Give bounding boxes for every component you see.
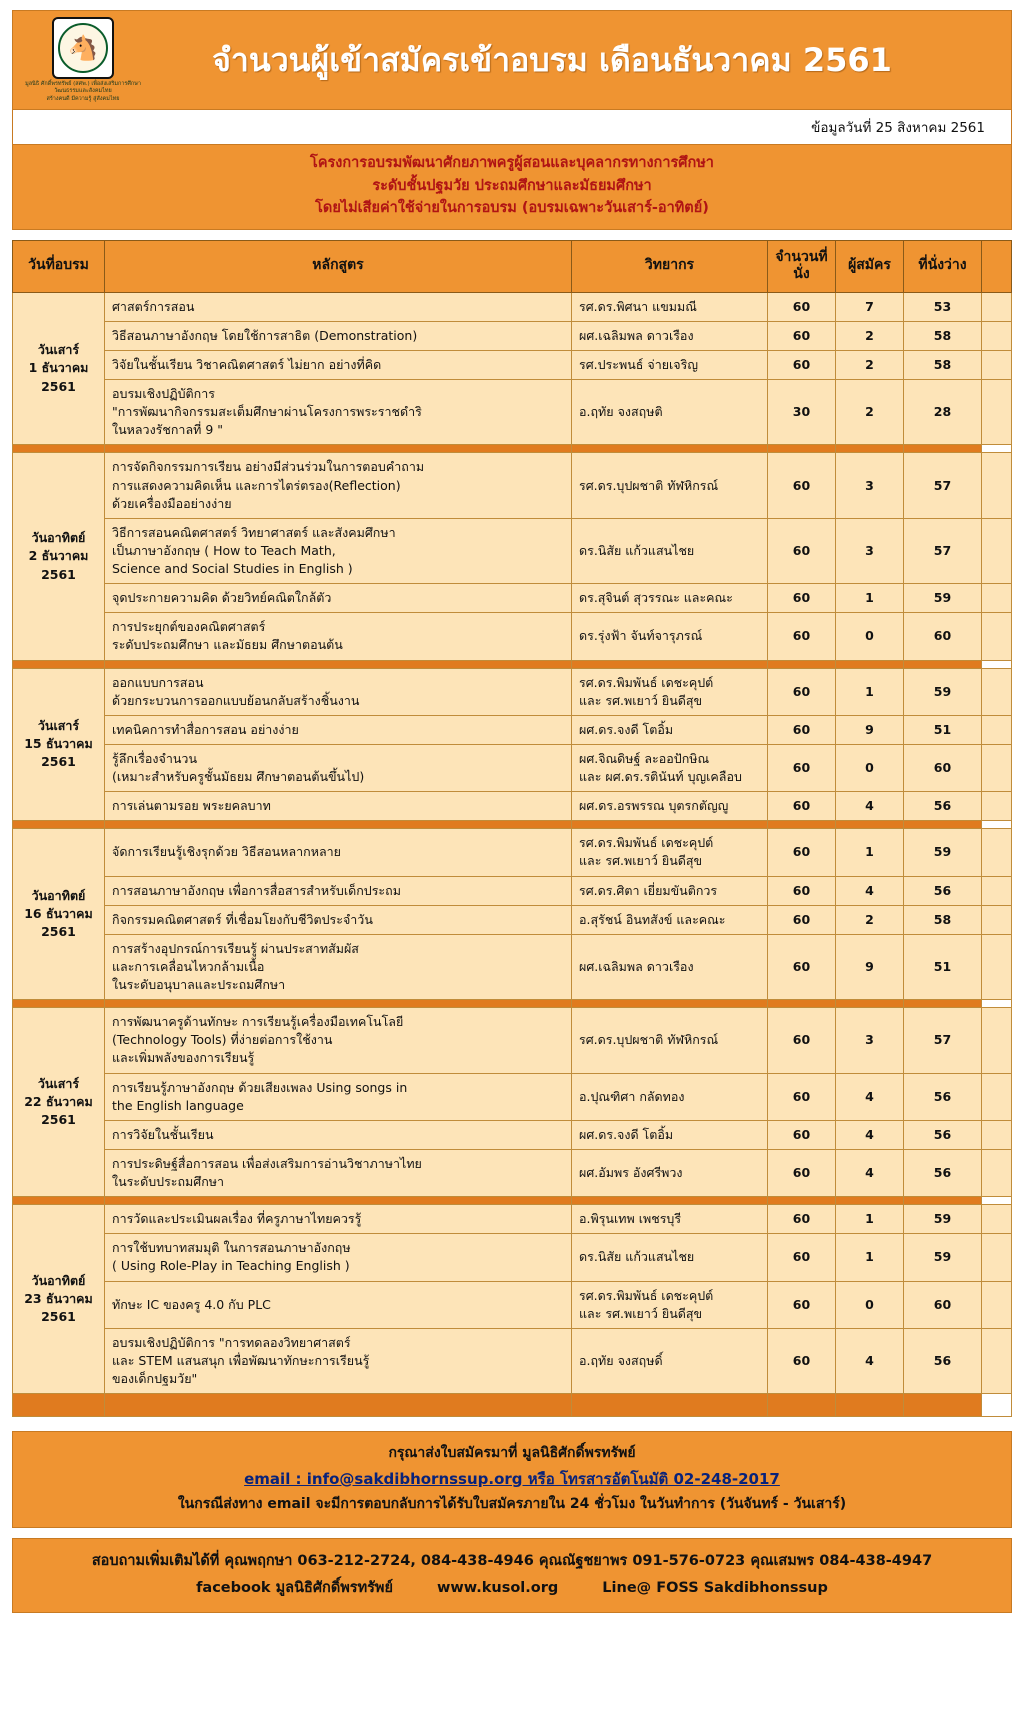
seats-cell: 60: [768, 453, 836, 518]
table-row: [13, 876, 1012, 905]
submission-line-3: ในกรณีส่งทาง email จะมีการตอบกลับการได้รับใบสมัครภายใน 24 ชั่วโมง ในวันทำการ (วันจันทร์ - วันเสาร์): [177, 1495, 847, 1512]
seats-cell: 60: [768, 1281, 836, 1328]
registered-cell: 3: [836, 518, 904, 583]
course-cell: เทคนิคการทำสื่อการสอน อย่างง่าย: [105, 715, 572, 744]
speaker-cell: อ.สุรัชน์ อินทสังข์ และคณะ: [572, 905, 768, 934]
course-cell: การจัดกิจกรรมการเรียน อย่างมีส่วนร่วมในการตอบคำถาม การแสดงความคิดเห็น และการไตร่ตรอง(Reflection) ด้วยเครื่องมืออย่างง่าย: [105, 453, 572, 518]
seats-cell: 60: [768, 321, 836, 350]
seats-cell: 60: [768, 792, 836, 821]
row-spacer-cell: [982, 1149, 1012, 1196]
registered-cell: 1: [836, 1205, 904, 1234]
seats-cell: 60: [768, 1234, 836, 1281]
available-cell: 56: [904, 876, 982, 905]
row-spacer-cell: [982, 1205, 1012, 1234]
available-cell: 59: [904, 668, 982, 715]
registered-cell: 4: [836, 1073, 904, 1120]
course-cell: วิจัยในชั้นเรียน วิชาคณิตศาสตร์ ไม่ยาก อย่างที่คิด: [105, 350, 572, 379]
course-cell: จุดประกายความคิด ด้วยวิทย์คณิตใกล้ตัว: [105, 584, 572, 613]
seats-cell: 60: [768, 1328, 836, 1393]
available-cell: 57: [904, 518, 982, 583]
seats-cell: 60: [768, 518, 836, 583]
website-link[interactable]: www.kusol.org: [436, 1579, 559, 1596]
speaker-cell: ผศ.ดร.จงดี โตอิ้ม: [572, 715, 768, 744]
available-cell: 57: [904, 453, 982, 518]
course-cell: การประดิษฐ์สื่อการสอน เพื่อส่งเสริมการอ่านวิชาภาษาไทย ในระดับประถมศึกษา: [105, 1149, 572, 1196]
row-spacer-cell: [982, 321, 1012, 350]
speaker-cell: ผศ.ดร.อรพรรณ บุตรกตัญญู: [572, 792, 768, 821]
available-cell: 58: [904, 905, 982, 934]
registered-cell: 1: [836, 584, 904, 613]
seats-cell: 60: [768, 1205, 836, 1234]
speaker-cell: รศ.ดร.บุปผชาติ ทัฬหิกรณ์: [572, 453, 768, 518]
speaker-cell: รศ.ดร.พิมพันธ์ เดชะคุปต์ และ รศ.พเยาว์ ยินดีสุข: [572, 829, 768, 876]
registered-cell: 4: [836, 1149, 904, 1196]
course-cell: การเล่นตามรอย พระยคลบาท: [105, 792, 572, 821]
registered-cell: 1: [836, 668, 904, 715]
table-row: [13, 829, 1012, 876]
speaker-cell: รศ.ประพนธ์ จ่ายเจริญ: [572, 350, 768, 379]
training-date-cell: วันอาทิตย์ 16 ธันวาคม 2561: [13, 829, 105, 1000]
group-separator: [13, 1197, 1012, 1205]
seats-cell: 60: [768, 934, 836, 999]
row-spacer-cell: [982, 1073, 1012, 1120]
course-cell: การใช้บทบาทสมมุติ ในการสอนภาษาอังกฤษ ( Using Role-Play in Teaching English ): [105, 1234, 572, 1281]
course-cell: การวิจัยในชั้นเรียน: [105, 1120, 572, 1149]
header-seats: จำนวนที่นั่ง: [768, 240, 836, 292]
registered-cell: 2: [836, 380, 904, 445]
registered-cell: 2: [836, 350, 904, 379]
registered-cell: 3: [836, 1008, 904, 1073]
seats-cell: 60: [768, 744, 836, 791]
registered-cell: 0: [836, 613, 904, 660]
data-date-line: ข้อมูลวันที่ 25 สิงหาคม 2561: [12, 110, 1012, 145]
row-spacer-cell: [982, 1008, 1012, 1073]
available-cell: 56: [904, 1328, 982, 1393]
table-row: [13, 744, 1012, 791]
submission-info: [12, 1431, 1012, 1528]
table-row: [13, 453, 1012, 518]
available-cell: 51: [904, 934, 982, 999]
table-row: [13, 584, 1012, 613]
available-cell: 58: [904, 321, 982, 350]
table-row: [13, 518, 1012, 583]
available-cell: 53: [904, 292, 982, 321]
program-line-2: ระดับชั้นปฐมวัย ประถมศึกษาและมัธยมศึกษา: [372, 177, 652, 194]
training-date-cell: วันเสาร์ 1 ธันวาคม 2561: [13, 292, 105, 445]
row-spacer-cell: [982, 518, 1012, 583]
course-cell: ออกแบบการสอน ด้วยกระบวนการออกแบบย้อนกลับสร้างชิ้นงาน: [105, 668, 572, 715]
table-row: [13, 715, 1012, 744]
row-spacer-cell: [982, 829, 1012, 876]
speaker-cell: ผศ.เฉลิมพล ดาวเรือง: [572, 934, 768, 999]
row-spacer-cell: [982, 1281, 1012, 1328]
registered-cell: 7: [836, 292, 904, 321]
seats-cell: 60: [768, 584, 836, 613]
program-description: [12, 145, 1012, 229]
table-row: [13, 321, 1012, 350]
speaker-cell: ผศ.ดร.จงดี โตอิ้ม: [572, 1120, 768, 1149]
row-spacer-cell: [982, 1328, 1012, 1393]
header-date: วันที่อบรม: [13, 240, 105, 292]
header-available: ที่นั่งว่าง: [904, 240, 982, 292]
seats-cell: 60: [768, 905, 836, 934]
table-row: [13, 613, 1012, 660]
available-cell: 59: [904, 584, 982, 613]
seats-cell: 60: [768, 829, 836, 876]
header-speaker: วิทยากร: [572, 240, 768, 292]
row-spacer-cell: [982, 1234, 1012, 1281]
program-line-1: โครงการอบรมพัฒนาศักยภาพครูผู้สอนและบุคลากรทางการศึกษา: [310, 155, 714, 172]
email-contact-link[interactable]: email : info@sakdibhornssup.org หรือ โทรสารอัตโนมัติ 02-248-2017: [244, 1469, 780, 1488]
speaker-cell: ดร.สุจินต์ สุวรรณะ และคณะ: [572, 584, 768, 613]
available-cell: 60: [904, 1281, 982, 1328]
speaker-cell: ผศ.อัมพร อังศรีพวง: [572, 1149, 768, 1196]
speaker-cell: รศ.ดร.พิศนา แขมมณี: [572, 292, 768, 321]
course-cell: การวัดและประเมินผลเรื่อง ที่ครูภาษาไทยควรรู้: [105, 1205, 572, 1234]
available-cell: 28: [904, 380, 982, 445]
header-course: หลักสูตร: [105, 240, 572, 292]
available-cell: 51: [904, 715, 982, 744]
phone-contacts: สอบถามเพิ่มเติมได้ที่ คุณพฤกษา 063-212-2724, 084-438-4946 คุณณัฐชยาพร 091-576-0723 คุณเสมพร 084-438-4947: [91, 1553, 933, 1570]
horse-emblem-icon: 🐴: [52, 17, 114, 79]
speaker-cell: รศ.ดร.พิมพันธ์ เดชะคุปต์ และ รศ.พเยาว์ ยินดีสุข: [572, 668, 768, 715]
available-cell: 59: [904, 829, 982, 876]
course-cell: การเรียนรู้ภาษาอังกฤษ ด้วยเสียงเพลง Using songs in the English language: [105, 1073, 572, 1120]
speaker-cell: ผศ.เฉลิมพล ดาวเรือง: [572, 321, 768, 350]
table-row: [13, 1008, 1012, 1073]
seats-cell: 60: [768, 668, 836, 715]
registered-cell: 1: [836, 1234, 904, 1281]
table-row: [13, 1120, 1012, 1149]
seats-cell: 60: [768, 613, 836, 660]
speaker-cell: รศ.ดร.บุปผชาติ ทัฬหิกรณ์: [572, 1008, 768, 1073]
available-cell: 59: [904, 1205, 982, 1234]
table-row: [13, 350, 1012, 379]
row-spacer-cell: [982, 715, 1012, 744]
registered-cell: 0: [836, 1281, 904, 1328]
course-cell: ศาสตร์การสอน: [105, 292, 572, 321]
row-spacer-cell: [982, 1120, 1012, 1149]
row-spacer-cell: [982, 905, 1012, 934]
course-cell: การสร้างอุปกรณ์การเรียนรู้ ผ่านประสาทสัมผัส และการเคลื่อนไหวกล้ามเนื้อ ในระดับอนุบาลและประถมศึกษา: [105, 934, 572, 999]
table-row: [13, 934, 1012, 999]
registered-cell: 4: [836, 792, 904, 821]
available-cell: 57: [904, 1008, 982, 1073]
logo-caption: มูลนิธิ ศักดิ์พรทรัพย์ (สศพ.) เพื่อส่งเสริมการศึกษา วัฒนธรรมและสังคมไทย สร้างคนดี มีความรู้ สู่สังคมไทย: [25, 81, 141, 102]
header-registered: ผู้สมัคร: [836, 240, 904, 292]
group-separator: [13, 445, 1012, 453]
seats-cell: 60: [768, 715, 836, 744]
group-separator: [13, 1000, 1012, 1008]
speaker-cell: รศ.ดร.พิมพันธ์ เดชะคุปต์ และ รศ.พเยาว์ ยินดีสุข: [572, 1281, 768, 1328]
page-header: [12, 10, 1012, 110]
table-row: [13, 1328, 1012, 1393]
organization-logo: [23, 17, 143, 103]
table-row: [13, 1205, 1012, 1234]
registered-cell: 9: [836, 715, 904, 744]
registered-cell: 4: [836, 1120, 904, 1149]
training-date-cell: วันอาทิตย์ 2 ธันวาคม 2561: [13, 453, 105, 660]
available-cell: 60: [904, 613, 982, 660]
table-row: [13, 292, 1012, 321]
course-cell: อบรมเชิงปฏิบัติการ "การทดลองวิทยาศาสตร์ และ STEM แสนสนุก เพื่อพัฒนาทักษะการเรียนรู้ ของเด็กปฐมวัย": [105, 1328, 572, 1393]
table-row: [13, 792, 1012, 821]
row-spacer-cell: [982, 934, 1012, 999]
table-row: [13, 380, 1012, 445]
course-cell: การประยุกต์ของคณิตศาสตร์ ระดับประถมศึกษา และมัธยม ศึกษาตอนต้น: [105, 613, 572, 660]
row-spacer-cell: [982, 350, 1012, 379]
speaker-cell: ผศ.จิณดิษฐ์ ละออปักษิณ และ ผศ.ดร.รตินันท์ บุญเคลือบ: [572, 744, 768, 791]
registered-cell: 1: [836, 829, 904, 876]
seats-cell: 60: [768, 292, 836, 321]
available-cell: 56: [904, 792, 982, 821]
training-date-cell: วันอาทิตย์ 23 ธันวาคม 2561: [13, 1205, 105, 1394]
group-separator: [13, 660, 1012, 668]
table-bottom-bar: [13, 1394, 1012, 1417]
seats-cell: 60: [768, 1008, 836, 1073]
speaker-cell: อ.ฤทัย จงสฤษติ: [572, 380, 768, 445]
course-cell: ทักษะ IC ของครู 4.0 กับ PLC: [105, 1281, 572, 1328]
available-cell: 56: [904, 1149, 982, 1196]
row-spacer-cell: [982, 792, 1012, 821]
row-spacer-cell: [982, 453, 1012, 518]
speaker-cell: อ.ฤทัย จงสฤษดิ์: [572, 1328, 768, 1393]
contact-info: [12, 1538, 1012, 1612]
submission-line-1: กรุณาส่งใบสมัครมาที่ มูลนิธิศักดิ์พรทรัพย์: [388, 1445, 636, 1462]
seats-cell: 60: [768, 876, 836, 905]
row-spacer-cell: [982, 380, 1012, 445]
available-cell: 60: [904, 744, 982, 791]
available-cell: 58: [904, 350, 982, 379]
seats-cell: 60: [768, 1120, 836, 1149]
seats-cell: 30: [768, 380, 836, 445]
speaker-cell: อ.ปุณฑิศา กลัดทอง: [572, 1073, 768, 1120]
registered-cell: 0: [836, 744, 904, 791]
speaker-cell: ดร.รุ่งฟ้า จันท์จารุภรณ์: [572, 613, 768, 660]
training-date-cell: วันเสาร์ 22 ธันวาคม 2561: [13, 1008, 105, 1197]
course-cell: การสอนภาษาอังกฤษ เพื่อการสื่อสารสำหรับเด็กประถม: [105, 876, 572, 905]
registered-cell: 2: [836, 905, 904, 934]
line-id: Line@ FOSS Sakdibhonssup: [602, 1579, 828, 1596]
header-spacer: [982, 240, 1012, 292]
row-spacer-cell: [982, 292, 1012, 321]
registered-cell: 9: [836, 934, 904, 999]
group-separator: [13, 821, 1012, 829]
course-cell: การพัฒนาครูด้านทักษะ การเรียนรู้เครื่องมือเทคโนโลยี (Technology Tools) ที่ง่ายต่อการใช้งาน และเพิ่มพลังของการเรียนรู้: [105, 1008, 572, 1073]
course-cell: วิธีการสอนคณิตศาสตร์ วิทยาศาสตร์ และสังคมศึกษา เป็นภาษาอังกฤษ ( How to Teach Math, Science and Social Studies in English ): [105, 518, 572, 583]
row-spacer-cell: [982, 613, 1012, 660]
training-schedule-table: [12, 240, 1012, 1418]
seats-cell: 60: [768, 350, 836, 379]
table-row: [13, 1234, 1012, 1281]
available-cell: 59: [904, 1234, 982, 1281]
course-cell: รู้ลึกเรื่องจำนวน (เหมาะสำหรับครูชั้นมัธยม ศึกษาตอนต้นขึ้นไป): [105, 744, 572, 791]
speaker-cell: อ.พิรุนเทพ เพชรบุรี: [572, 1205, 768, 1234]
page-title: จำนวนผู้เข้าสมัครเข้าอบรม เดือนธันวาคม 2561: [212, 40, 892, 79]
registered-cell: 2: [836, 321, 904, 350]
table-row: [13, 1073, 1012, 1120]
table-header-row: [13, 240, 1012, 292]
row-spacer-cell: [982, 744, 1012, 791]
registered-cell: 4: [836, 876, 904, 905]
available-cell: 56: [904, 1073, 982, 1120]
speaker-cell: ดร.นิสัย แก้วแสนไชย: [572, 1234, 768, 1281]
course-cell: วิธีสอนภาษาอังกฤษ โดยใช้การสาธิต (Demonstration): [105, 321, 572, 350]
registered-cell: 3: [836, 453, 904, 518]
course-cell: อบรมเชิงปฏิบัติการ "การพัฒนากิจกรรมสะเต็มศึกษาผ่านโครงการพระราชดำริ ในหลวงรัชกาลที่ 9 ": [105, 380, 572, 445]
row-spacer-cell: [982, 668, 1012, 715]
speaker-cell: ดร.นิสัย แก้วแสนไชย: [572, 518, 768, 583]
seats-cell: 60: [768, 1073, 836, 1120]
row-spacer-cell: [982, 584, 1012, 613]
table-row: [13, 905, 1012, 934]
speaker-cell: รศ.ดร.ศิตา เยี่ยมขันติกวร: [572, 876, 768, 905]
facebook-link[interactable]: facebook มูลนิธิศักดิ์พรทรัพย์: [196, 1579, 393, 1596]
program-line-3: โดยไม่เสียค่าใช้จ่ายในการอบรม (อบรมเฉพาะวันเสาร์-อาทิตย์): [315, 200, 709, 217]
row-spacer-cell: [982, 876, 1012, 905]
registered-cell: 4: [836, 1328, 904, 1393]
training-date-cell: วันเสาร์ 15 ธันวาคม 2561: [13, 668, 105, 821]
table-row: [13, 668, 1012, 715]
table-row: [13, 1149, 1012, 1196]
available-cell: 56: [904, 1120, 982, 1149]
table-row: [13, 1281, 1012, 1328]
seats-cell: 60: [768, 1149, 836, 1196]
course-cell: จัดการเรียนรู้เชิงรุกด้วย วิธีสอนหลากหลาย: [105, 829, 572, 876]
course-cell: กิจกรรมคณิตศาสตร์ ที่เชื่อมโยงกับชีวิตประจำวัน: [105, 905, 572, 934]
